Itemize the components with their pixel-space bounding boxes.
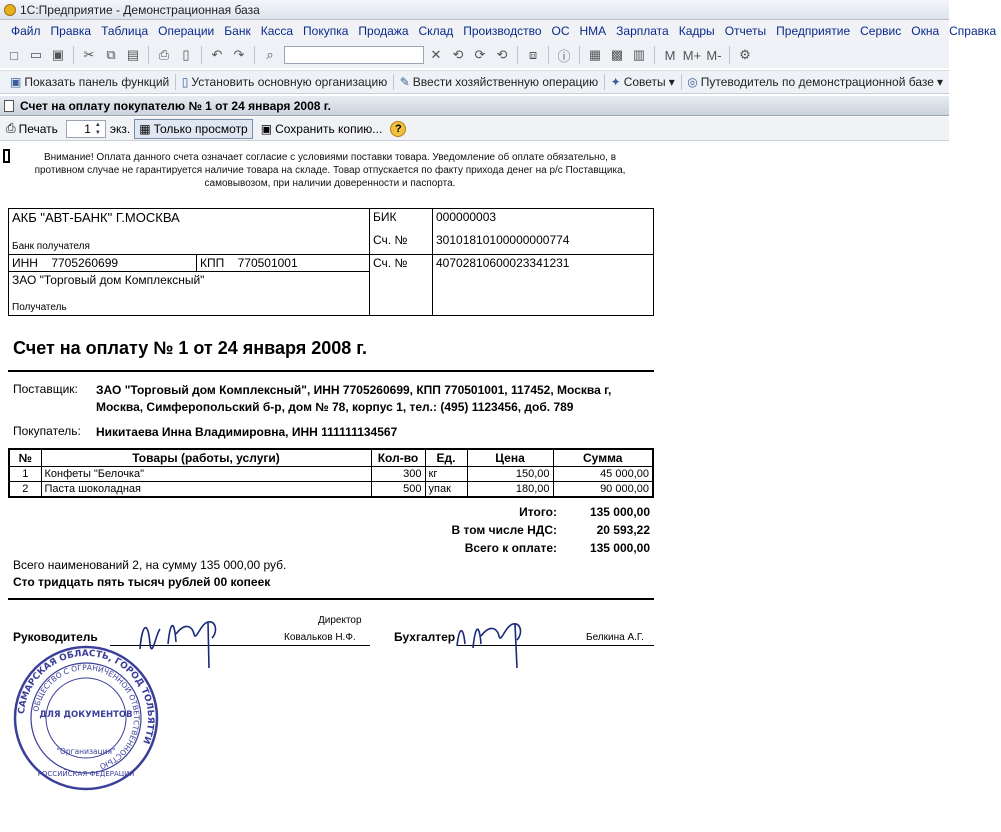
toolbar-divider <box>73 46 74 64</box>
m-icon[interactable]: M <box>664 47 676 63</box>
chevron-down-icon: ▾ <box>936 75 943 89</box>
toolbar-divider <box>201 46 202 64</box>
col-goods-header: Товары (работы, услуги) <box>41 449 371 467</box>
show-functions-label: Показать панель функций <box>24 75 170 89</box>
window-titlebar <box>0 0 949 20</box>
set-org-label: Установить основную организацию <box>191 75 388 89</box>
toolbar-divider <box>517 46 518 64</box>
copies-unit: экз. <box>109 121 131 136</box>
new-icon[interactable]: □ <box>10 47 18 63</box>
guide-button[interactable] <box>681 75 949 89</box>
head-title: Директор <box>318 615 362 626</box>
items-summary: Всего наименований 2, на сумму 135 000,00 руб. <box>13 558 287 572</box>
goods-header-row <box>9 449 653 467</box>
supplier-label: Поставщик: <box>13 382 78 396</box>
toolbar-divider <box>148 46 149 64</box>
preview-icon[interactable]: ▯ <box>182 47 190 62</box>
show-functions-button[interactable] <box>4 75 175 89</box>
accountant-label: Бухгалтер <box>394 630 456 644</box>
heading-divider <box>8 370 654 372</box>
total-row <box>380 505 650 523</box>
pay-row <box>380 541 650 559</box>
set-org-button[interactable] <box>176 75 393 89</box>
save-copy-label: Сохранить копию... <box>275 121 383 136</box>
window-icon[interactable]: ⧈ <box>528 47 538 62</box>
invoice-heading: Счет на оплату № 1 от 24 января 2008 г. <box>13 338 367 358</box>
copies-value: 1 <box>84 121 91 136</box>
menu-sales[interactable]: Продажа <box>358 24 409 38</box>
tips-button[interactable] <box>605 75 681 89</box>
clear-search-icon[interactable]: ✕ <box>430 47 442 62</box>
buyer-value: Никитаева Инна Владимировна, ИНН 111111134567 <box>96 425 398 439</box>
stamp-org-text: "Организация" <box>56 747 116 756</box>
recipient-name: ЗАО "Торговый дом Комплексный" <box>12 273 205 287</box>
inn-cell <box>9 255 197 272</box>
account-label: Сч. № <box>370 255 433 316</box>
save-copy-button[interactable] <box>257 120 387 138</box>
menu-reports[interactable]: Отчеты <box>724 24 767 38</box>
menu-bank[interactable]: Банк <box>224 24 251 38</box>
pay-label: Всего к оплате: <box>464 541 557 555</box>
row-goods: Паста шоколадная <box>41 482 371 497</box>
menu-bar <box>0 20 997 42</box>
find-prev-icon[interactable]: ⟲ <box>496 47 508 62</box>
menu-hr[interactable]: Кадры <box>678 24 715 38</box>
view-only-label: Только просмотр <box>153 121 248 136</box>
print-button[interactable] <box>2 119 62 138</box>
lightbulb-icon: ✦ <box>610 75 621 89</box>
menu-cash[interactable]: Касса <box>260 24 294 38</box>
accountant-signature <box>445 606 545 670</box>
stamp-bottom-text: РОССИЙСКАЯ ФЕДЕРАЦИЯ <box>37 770 135 778</box>
paste-icon[interactable]: ▤ <box>126 47 140 62</box>
col-price-header: Цена <box>467 449 553 467</box>
menu-enterprise[interactable]: Предприятие <box>776 24 851 38</box>
enter-operation-label: Ввести хозяйственную операцию <box>412 75 599 89</box>
cell-cursor <box>3 149 10 163</box>
calculator-icon[interactable]: ▦ <box>588 47 602 62</box>
col-qty-header: Кол-во <box>371 449 425 467</box>
menu-purchase[interactable]: Покупка <box>303 24 349 38</box>
chevron-down-icon: ▾ <box>668 75 675 89</box>
toolbar-divider <box>254 46 255 64</box>
row-goods: Конфеты "Белочка" <box>41 467 371 482</box>
guide-label: Путеводитель по демонстрационной базе <box>700 75 934 89</box>
window-title: 1С:Предприятие - Демонстрационная база <box>20 2 260 17</box>
open-icon[interactable]: ▭ <box>29 47 43 62</box>
menu-nma[interactable]: НМА <box>579 24 607 38</box>
menu-table[interactable]: Таблица <box>101 24 149 38</box>
app-logo-icon <box>4 4 16 16</box>
recipient-cell <box>9 272 370 316</box>
print-icon[interactable]: ⎙ <box>158 47 170 62</box>
find-next-icon[interactable]: ⟳ <box>474 47 486 62</box>
row-sum: 90 000,00 <box>553 482 653 497</box>
supplier-block <box>13 382 646 416</box>
toolbar-divider <box>548 46 549 64</box>
payment-notice: Внимание! Оплата данного счета означает согласие с условиями поставки товара. Уведомление об оплате обязательно, в противном случае не гарантируется наличие товара на складе. Товар отпускается по факту прихода денег на р/с Поставщика, самовывозом, при наличии доверенности и паспорта. <box>34 152 626 189</box>
goods-table <box>8 448 654 498</box>
signature-divider <box>8 598 654 600</box>
find-icon[interactable]: ⟲ <box>452 47 464 62</box>
menu-edit[interactable]: Правка <box>50 24 92 38</box>
copies-stepper[interactable] <box>66 120 106 138</box>
row-qty: 500 <box>371 482 425 497</box>
document-icon <box>4 100 14 112</box>
calendar-icon[interactable]: ▩ <box>610 47 624 62</box>
print-label: Печать <box>18 121 58 136</box>
help-icon[interactable]: ? <box>390 121 406 137</box>
m-minus-icon[interactable]: M- <box>706 47 722 63</box>
row-unit: упак <box>425 482 467 497</box>
main-toolbar <box>0 42 949 68</box>
table-icon[interactable]: ▥ <box>632 47 646 62</box>
table-row <box>9 467 653 482</box>
inn-value: 7705260699 <box>51 256 119 270</box>
kpp-label: КПП <box>200 256 225 270</box>
search-input[interactable] <box>284 46 424 64</box>
bank-cell <box>9 209 370 255</box>
inn-label: ИНН <box>12 256 38 270</box>
bik-label: БИК <box>370 209 433 232</box>
menu-os[interactable]: ОС <box>551 24 570 38</box>
row-unit: кг <box>425 467 467 482</box>
redo-icon[interactable]: ↷ <box>233 47 245 62</box>
tips-label: Советы <box>623 75 666 89</box>
menu-salary[interactable]: Зарплата <box>616 24 669 38</box>
kpp-value: 770501001 <box>237 256 298 270</box>
company-stamp <box>12 644 160 792</box>
bank-details-table <box>8 208 654 316</box>
bank-name: АКБ "АВТ-БАНК" Г.МОСКВА <box>12 210 180 225</box>
row-price: 150,00 <box>467 467 553 482</box>
operation-icon: ✎ <box>399 75 410 89</box>
vat-value: 20 593,22 <box>596 523 650 537</box>
totals-block <box>380 505 650 559</box>
enter-operation-button[interactable] <box>394 75 604 89</box>
menu-help[interactable]: Справка <box>949 24 997 38</box>
save-icon[interactable]: ▣ <box>51 47 65 62</box>
search-icon[interactable]: ⌕ <box>266 47 274 62</box>
m-plus-icon[interactable]: M+ <box>682 47 702 63</box>
document-window-title <box>0 96 949 116</box>
bik-value: 000000003 <box>433 209 654 232</box>
cut-icon[interactable]: ✂ <box>83 47 95 62</box>
undo-icon[interactable]: ↶ <box>211 47 223 62</box>
functions-panel <box>0 70 949 94</box>
account-value: 40702810600023341231 <box>433 255 654 316</box>
info-icon[interactable]: ⓘ <box>557 48 571 64</box>
recipient-label: Получатель <box>12 302 67 313</box>
menu-production[interactable]: Производство <box>463 24 542 38</box>
vat-row <box>380 523 650 541</box>
col-sum-header: Сумма <box>553 449 653 467</box>
menu-windows[interactable]: Окна <box>911 24 940 38</box>
printable-document <box>0 142 949 832</box>
stamp-inner-text: ОБЩЕСТВО С ОГРАНИЧЕННОЙ ОТВЕТСТВЕННОСТЬЮ <box>31 662 142 771</box>
print-toolbar <box>0 117 949 141</box>
save-icon: ▣ <box>260 121 273 136</box>
row-qty: 300 <box>371 467 425 482</box>
document-title: Счет на оплату покупателю № 1 от 24 января 2008 г. <box>20 98 331 113</box>
total-label: Итого: <box>519 505 557 519</box>
table-row <box>9 482 653 497</box>
menu-operations[interactable]: Операции <box>158 24 215 38</box>
buyer-label: Покупатель: <box>13 424 81 438</box>
head-name: Ковальков Н.Ф. <box>284 632 356 643</box>
document-icon: ▯ <box>181 75 189 89</box>
bank-label: Банк получателя <box>12 241 90 252</box>
row-sum: 45 000,00 <box>553 467 653 482</box>
vat-label: В том числе НДС: <box>451 523 557 537</box>
printer-icon: ⎙ <box>6 121 16 135</box>
total-value: 135 000,00 <box>589 505 650 519</box>
row-num: 1 <box>9 467 41 482</box>
toolbar-divider <box>729 46 730 64</box>
pay-value: 135 000,00 <box>589 541 650 555</box>
col-unit-header: Ед. <box>425 449 467 467</box>
row-price: 180,00 <box>467 482 553 497</box>
view-icon: ▦ <box>139 121 151 136</box>
buyer-block <box>13 424 646 441</box>
row-num: 2 <box>9 482 41 497</box>
menu-service[interactable]: Сервис <box>860 24 902 38</box>
corr-acc-value: 30101810100000000774 <box>433 232 654 255</box>
corr-acc-label: Сч. № <box>370 232 433 255</box>
head-label: Руководитель <box>13 630 98 644</box>
view-only-toggle[interactable] <box>134 119 252 139</box>
toolbar-divider <box>579 46 580 64</box>
panel-icon: ▣ <box>10 75 22 89</box>
menu-warehouse[interactable]: Склад <box>418 24 454 38</box>
stamp-outer-text: САМАРСКАЯ ОБЛАСТЬ, ГОРОД ТОЛЬЯТТИ <box>17 648 156 746</box>
toolbar-divider <box>654 46 655 64</box>
compass-icon: ◎ <box>687 75 698 89</box>
accountant-name: Белкина А.Г. <box>586 632 644 643</box>
sum-in-words: Сто тридцать пять тысяч рублей 00 копеек <box>13 575 271 589</box>
stamp-center-text: ДЛЯ ДОКУМЕНТОВ <box>39 710 133 720</box>
copy-icon[interactable]: ⧉ <box>106 47 116 62</box>
menu-file[interactable]: Файл <box>11 24 41 38</box>
supplier-value: ЗАО "Торговый дом Комплексный", ИНН 7705260699, КПП 770501001, 117452, Москва г, Москва, Симферопольский б-р, дом № 78, корпус 1, тел.: (495) 1123456, доб. 789 <box>96 383 612 414</box>
settings-icon[interactable]: ⚙ <box>739 47 751 62</box>
col-num-header: № <box>9 449 41 467</box>
kpp-cell <box>197 255 370 272</box>
